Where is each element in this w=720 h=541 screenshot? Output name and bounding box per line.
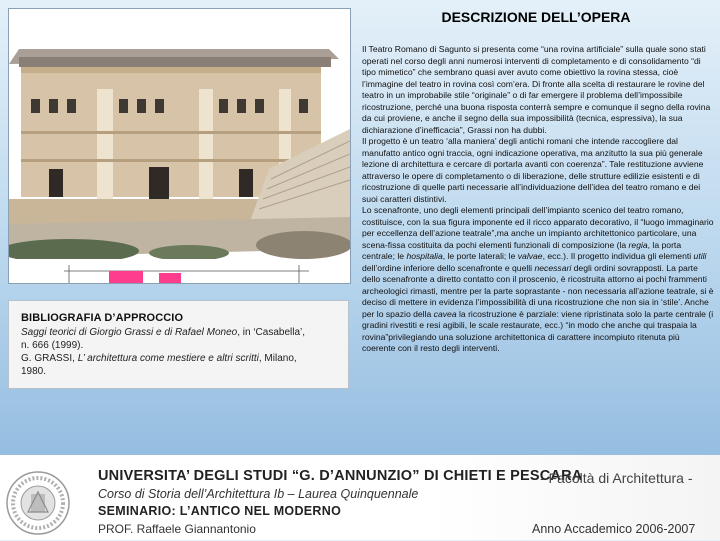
bibliography-title: BIBLIOGRAFIA D’APPROCCIO [21,312,184,324]
text-run: Lo scenafronte, uno degli elementi principali dell’impianto scenico del teatro romano, costituisce, con la sua figura imponente ed il ricco apparato decorativo, il “luogo immaginario per eccellenza dell’azione teatrale”,ma anche un impianto architettonico particolare, una scena-fissa costituita da pochi elementi funzionali di composizione (la [362,205,714,250]
text-run: la ricostruzione è parziale: viene ripristinata solo la parte centrale (i gradini rivestiti e resi agibili, le scale restaurate, ecc.) “in modo che anche qui traspaia la rovina”privilegiando una soluzione architettonica di carattere incompiuto ritenuta più coerente con il resto degli interventi. [362,308,714,353]
theatre-photo [8,8,351,284]
italic-term: valvae [517,251,543,261]
description-paragraph-1: Il Teatro Romano di Sagunto si presenta come “una rovina artificiale” sulla quale sono stati operati nel corso degli anni numerosi interventi di completamento e di consolidamento “di tipo mimetico” che sembrano quasi aver avuto come obiettivo la rovina stessa, cioè l’immagine del teatro in rovina così com’era. Di fronte alla scelta di restaurare le rovine del teatro in un improbabile stile “originale” o di far emergere il problema dell’impossibile ricostruzione, perché una buona risposta conterrà sempre e comunque il segno della rovina da cui proviene, e anche il segno della sua impossibilità (tecnica, espressiva), la sua dichiarazione d’inefficacia”, Grassi non ha dubbi. [362,44,711,135]
bibliography-entry-1-issue: n. 666 (1999). [21,340,84,351]
course-name: Corso di Storia dell’Architettura Ib – Laurea Quinquennale [98,487,419,501]
text-run: dell’ordine inferiore dello scenafronte e quelli [362,262,535,273]
page-title: DESCRIZIONE DELL’OPERA [441,9,631,25]
bibliography-entry-1 [21,326,348,339]
description-paragraph-3 [362,205,714,355]
text-run: degli ordini sovrapposti. La parte dello scenafronte a diretto contatto con il proscenio, è ricostruita attorno ai pochi frammenti archeologici rimasti, mentre per la parte soprastante - non necessaria all’azione teatrale, si è deciso di mettere in evidenza l’impossibilità di una ricostruzione che non sia in ‘stile’. Anche per lo spazio della [362,262,714,319]
professor-name: PROF. Raffaele Giannantonio [98,522,256,536]
italic-term: utili [693,251,707,261]
seal-icon [4,470,72,536]
academic-year: Anno Accademico 2006-2007 [532,522,696,536]
bibliography-box [8,300,349,389]
description-text [362,44,714,355]
text-run: , la porta centrale; le [362,239,682,261]
description-paragraph-2: Il progetto è un teatro ‘alla maniera’ degli antichi romani che intende raccogliere dal manufatto antico ogni traccia, ogni indicazione operativa, ma anzitutto la sua più generale lezione di architettura e cercare di portarla avanti con coerenza”. Tale restituzione avviene attraverso le opere di completamento o di liberazione, delle strutture edilizie esistenti e di ricostruzione di quelle parti necessarie all’individuazione dell’idea del teatro romano e dei suoi caratteri distintivi. [362,136,704,204]
bibliography-entry-2-author: G. GRASSI, [21,353,78,364]
text-run: , le porte laterali; le [442,251,518,261]
italic-term: cavea [433,308,457,319]
bibliography-entry-2-place: , Milano, [258,353,297,364]
text-run: , ecc.). Il progetto individua gli elementi [542,251,694,261]
bibliography-entry-1-title: Saggi teorici di Giorgio Grassi e di Rafael Moneo [21,327,238,338]
italic-term: hospitalia [406,251,443,261]
bibliography-entry-2 [21,352,348,365]
italic-term: necessari [534,262,572,273]
theatre-photo-drawing [9,9,350,283]
seminar-title: SEMINARIO: L’ANTICO NEL MODERNO [98,504,342,518]
bibliography-entry-2-title: L’ architettura come mestiere e altri scritti [77,353,259,364]
university-name: UNIVERSITA’ DEGLI STUDI “G. D’ANNUNZIO” DI CHIETI E PESCARA [98,468,583,484]
faculty-name: - Facoltà di Architettura - [540,470,693,486]
italic-term: regia [628,239,648,250]
bibliography-entry-1-source: , in ‘Casabella’, [237,327,306,338]
university-seal-logo [4,470,72,536]
bibliography-entry-2-year: 1980. [21,366,47,377]
